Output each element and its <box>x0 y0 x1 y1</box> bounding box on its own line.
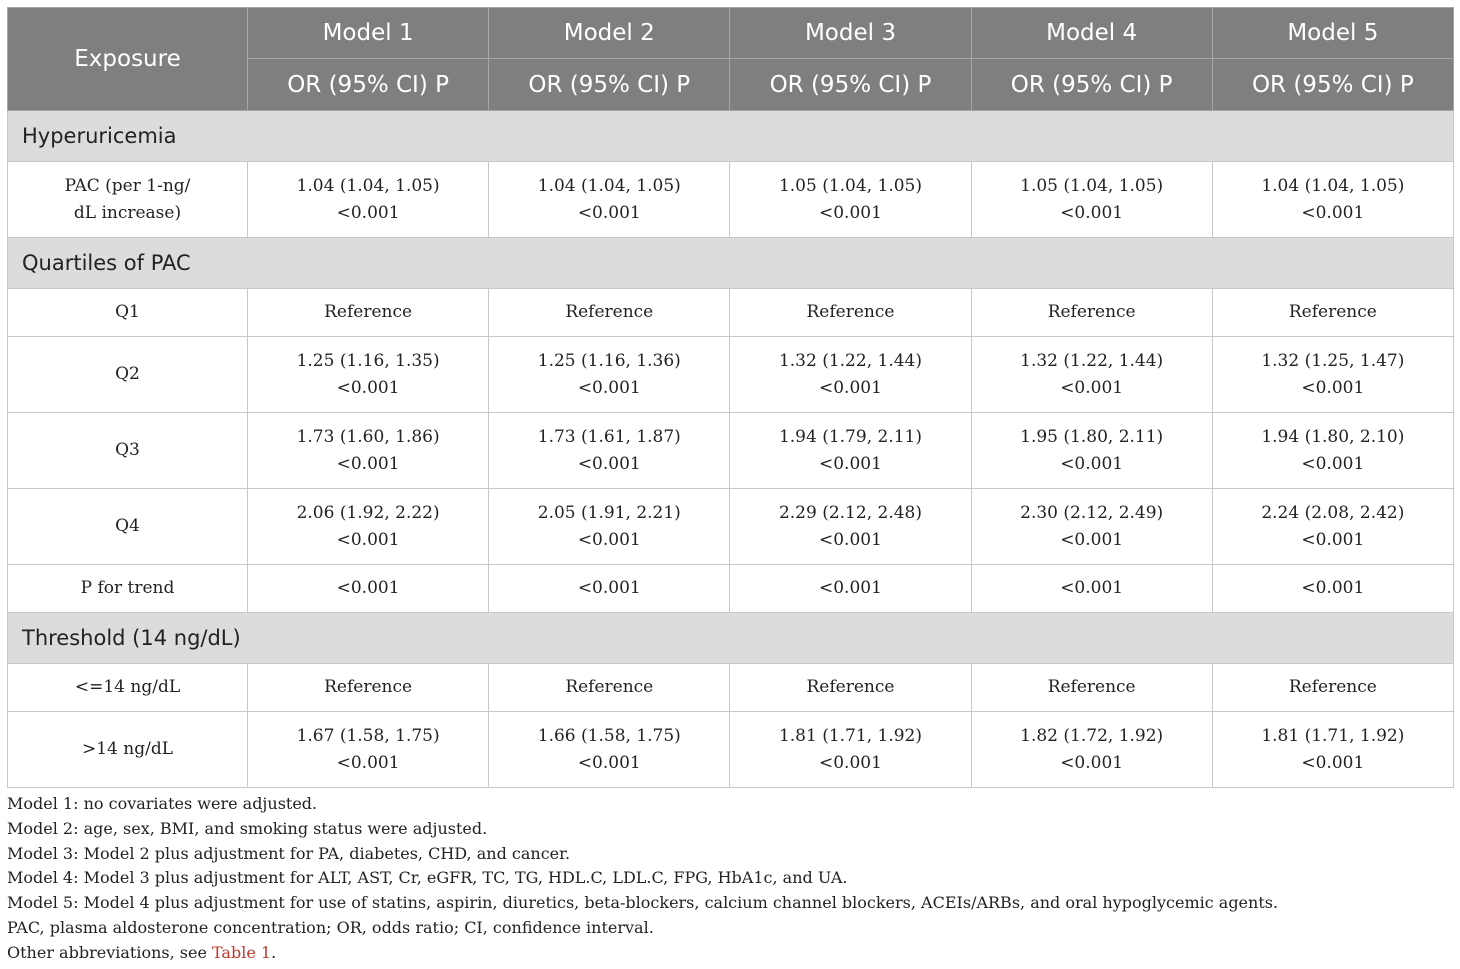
footnote-line: Model 1: no covariates were adjusted. <box>7 794 318 813</box>
table-cell <box>730 489 971 565</box>
table-cell <box>971 413 1212 489</box>
table-cell <box>971 162 1212 238</box>
p-value: <0.001 <box>577 377 641 398</box>
or-ci-value: 1.32 (1.22, 1.44) <box>1020 350 1164 371</box>
p-value: <0.001 <box>1301 377 1365 398</box>
row-label: Q2 <box>8 337 248 413</box>
table-cell: <0.001 <box>971 565 1212 613</box>
p-value: <0.001 <box>819 752 882 773</box>
table-cell <box>1212 413 1453 489</box>
table-cell <box>248 413 489 489</box>
table-1-link[interactable]: Table 1 <box>212 942 272 962</box>
table-cell: Reference <box>489 289 730 337</box>
table-cell <box>971 337 1212 413</box>
footnote-line: Model 2: age, sex, BMI, and smoking status were adjusted. <box>7 818 488 838</box>
table-row <box>8 162 1454 238</box>
table-cell <box>1212 712 1453 788</box>
or-ci-value: 2.30 (2.12, 2.49) <box>1020 502 1164 523</box>
or-ci-value: 2.05 (1.91, 2.21) <box>537 502 681 523</box>
row-label: Q3 <box>8 413 248 489</box>
or-ci-value: 1.94 (1.79, 2.11) <box>778 426 922 447</box>
row-label: Q1 <box>8 289 248 337</box>
section-row <box>8 613 1454 664</box>
subheader-model-1: OR (95% CI) P <box>248 59 489 111</box>
p-value: <0.001 <box>1301 529 1365 550</box>
table-row <box>8 712 1454 788</box>
table-cell: Reference <box>248 664 489 712</box>
subheader-model-5: OR (95% CI) P <box>1212 59 1453 111</box>
table-cell: <0.001 <box>1212 565 1453 613</box>
or-ci-value: 2.06 (1.92, 2.22) <box>296 502 440 523</box>
table-cell <box>730 337 971 413</box>
p-value: <0.001 <box>819 377 882 398</box>
or-ci-value: 1.04 (1.04, 1.05) <box>1261 175 1405 196</box>
table-cell: Reference <box>971 289 1212 337</box>
or-ci-value: 1.04 (1.04, 1.05) <box>537 175 681 196</box>
table-cell <box>971 712 1212 788</box>
or-ci-value: 2.29 (2.12, 2.48) <box>778 502 922 523</box>
table-cell: Reference <box>971 664 1212 712</box>
or-ci-value: 1.95 (1.80, 2.11) <box>1020 426 1164 447</box>
table-body <box>8 111 1454 788</box>
subheader-model-4: OR (95% CI) P <box>971 59 1212 111</box>
table-row <box>8 489 1454 565</box>
or-ci-value: 2.24 (2.08, 2.42) <box>1261 502 1405 523</box>
results-table-container <box>7 7 1453 788</box>
footnote-prefix: Other abbreviations, see <box>7 942 212 962</box>
p-value: <0.001 <box>1301 453 1365 474</box>
table-cell: Reference <box>730 664 971 712</box>
row-label-line: dL increase) <box>73 202 182 223</box>
table-cell <box>489 337 730 413</box>
table-row <box>8 565 1454 613</box>
p-value: <0.001 <box>336 453 400 474</box>
or-ci-value: 1.73 (1.60, 1.86) <box>296 426 440 447</box>
footnote-list <box>7 792 1453 941</box>
or-ci-value: 1.73 (1.61, 1.87) <box>537 426 681 447</box>
table-cell: <0.001 <box>248 565 489 613</box>
p-value: <0.001 <box>577 752 641 773</box>
p-value: <0.001 <box>1301 752 1365 773</box>
footnotes <box>7 792 1453 966</box>
or-ci-value: 1.66 (1.58, 1.75) <box>537 725 681 746</box>
table-cell <box>1212 337 1453 413</box>
or-ci-value: 1.82 (1.72, 1.92) <box>1020 725 1164 746</box>
table-cell <box>248 489 489 565</box>
table-cell <box>730 712 971 788</box>
table-cell: Reference <box>489 664 730 712</box>
footnote-abbreviations <box>7 941 1453 966</box>
header-model-5: Model 5 <box>1212 8 1453 59</box>
header-model-3: Model 3 <box>730 8 971 59</box>
or-ci-value: 1.94 (1.80, 2.10) <box>1261 426 1405 447</box>
p-value: <0.001 <box>1060 202 1124 223</box>
row-label: >14 ng/dL <box>8 712 248 788</box>
or-ci-value: 1.67 (1.58, 1.75) <box>296 725 440 746</box>
results-table <box>7 7 1454 788</box>
or-ci-value: 1.32 (1.22, 1.44) <box>778 350 922 371</box>
table-cell: Reference <box>730 289 971 337</box>
table-row <box>8 289 1454 337</box>
p-value: <0.001 <box>336 752 400 773</box>
row-label <box>8 162 248 238</box>
p-value: <0.001 <box>819 202 882 223</box>
p-value: <0.001 <box>1060 377 1124 398</box>
table-cell <box>971 489 1212 565</box>
table-cell <box>489 712 730 788</box>
table-cell: Reference <box>1212 289 1453 337</box>
subheader-model-2: OR (95% CI) P <box>489 59 730 111</box>
footnote-suffix: . <box>271 942 277 962</box>
section-row <box>8 111 1454 162</box>
p-value: <0.001 <box>1060 453 1124 474</box>
header-model-1: Model 1 <box>248 8 489 59</box>
p-value: <0.001 <box>577 202 641 223</box>
p-value: <0.001 <box>336 377 400 398</box>
table-cell: Reference <box>1212 664 1453 712</box>
subheader-model-3: OR (95% CI) P <box>730 59 971 111</box>
or-ci-value: 1.81 (1.71, 1.92) <box>778 725 922 746</box>
table-cell: <0.001 <box>489 565 730 613</box>
table-cell: Reference <box>248 289 489 337</box>
footnote-line: Model 3: Model 2 plus adjustment for PA, diabetes, CHD, and cancer. <box>7 843 571 863</box>
or-ci-value: 1.25 (1.16, 1.35) <box>296 350 440 371</box>
p-value: <0.001 <box>336 202 400 223</box>
or-ci-value: 1.05 (1.04, 1.05) <box>1020 175 1164 196</box>
footnote-line: PAC, plasma aldosterone concentration; OR, odds ratio; CI, confidence interval. <box>7 917 654 937</box>
table-cell <box>730 162 971 238</box>
or-ci-value: 1.05 (1.04, 1.05) <box>778 175 922 196</box>
table-cell <box>248 337 489 413</box>
table-cell <box>248 162 489 238</box>
table-cell <box>1212 162 1453 238</box>
p-value: <0.001 <box>1301 202 1365 223</box>
table-cell <box>489 162 730 238</box>
table-cell <box>248 712 489 788</box>
or-ci-value: 1.25 (1.16, 1.36) <box>537 350 681 371</box>
p-value: <0.001 <box>1060 529 1124 550</box>
footnote-line: Model 5: Model 4 plus adjustment for use of statins, aspirin, diuretics, beta-blockers, calcium channel blockers, ACEIs/ARBs, and oral hypoglycemic agents. <box>7 893 1279 913</box>
section-row <box>8 238 1454 289</box>
table-row <box>8 664 1454 712</box>
p-value: <0.001 <box>577 453 641 474</box>
table-row <box>8 413 1454 489</box>
p-value: <0.001 <box>577 529 641 550</box>
table-cell <box>489 413 730 489</box>
section-title: Hyperuricemia <box>8 111 1454 162</box>
row-label-line: PAC (per 1-ng/ <box>64 175 191 196</box>
table-cell: <0.001 <box>730 565 971 613</box>
p-value: <0.001 <box>819 453 882 474</box>
table-cell <box>1212 489 1453 565</box>
p-value: <0.001 <box>1060 752 1124 773</box>
p-value: <0.001 <box>336 529 400 550</box>
p-value: <0.001 <box>819 529 882 550</box>
header-exposure: Exposure <box>8 8 248 111</box>
row-label: Q4 <box>8 489 248 565</box>
section-title: Threshold (14 ng/dL) <box>8 613 1454 664</box>
table-cell <box>489 489 730 565</box>
or-ci-value: 1.04 (1.04, 1.05) <box>296 175 440 196</box>
table-row <box>8 337 1454 413</box>
table-cell <box>730 413 971 489</box>
row-label: P for trend <box>8 565 248 613</box>
row-label: <=14 ng/dL <box>8 664 248 712</box>
section-title: Quartiles of PAC <box>8 238 1454 289</box>
footnote-line: Model 4: Model 3 plus adjustment for ALT, AST, Cr, eGFR, TC, TG, HDL.C, LDL.C, FPG, HbA1c, and UA. <box>7 868 848 888</box>
header-model-2: Model 2 <box>489 8 730 59</box>
table-header <box>8 8 1454 111</box>
or-ci-value: 1.81 (1.71, 1.92) <box>1261 725 1405 746</box>
header-model-4: Model 4 <box>971 8 1212 59</box>
or-ci-value: 1.32 (1.25, 1.47) <box>1261 350 1405 371</box>
